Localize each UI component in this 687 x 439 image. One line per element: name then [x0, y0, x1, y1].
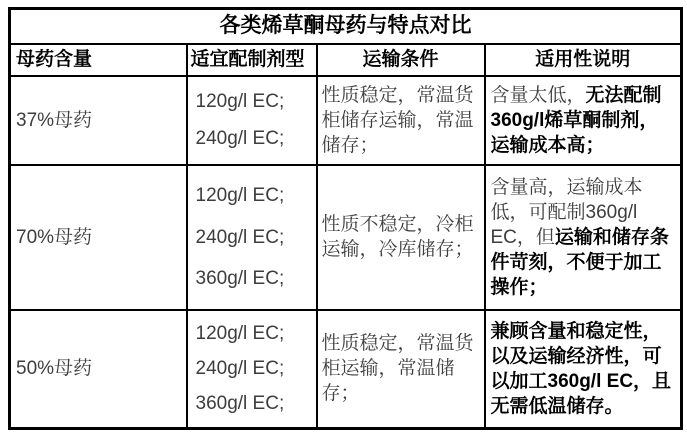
- formulation-item: 360g/l EC;: [195, 393, 285, 415]
- note-normal-text: 含量太低，: [490, 84, 586, 106]
- note-bold-text: 运输和储存条件苛刻，不便于加工操作；: [490, 226, 669, 298]
- cell-mother-content: 37%母药: [10, 76, 187, 165]
- formulation-item: 240g/l EC;: [195, 358, 285, 380]
- header-row: [10, 44, 682, 76]
- cell-formulations: [187, 76, 317, 165]
- cell-transport: 性质不稳定，冷柜运输，冷库储存；: [317, 165, 485, 310]
- cell-applicability: [485, 165, 682, 310]
- note-normal-text: 含量高，运输成本低，可配制360g/l EC，但: [490, 176, 643, 248]
- formulation-item: 120g/l EC;: [195, 185, 285, 206]
- table-row-70pct: [10, 165, 682, 310]
- title-row: [10, 9, 682, 44]
- cell-transport: 性质稳定，常温货柜运输，常温储存；: [317, 310, 485, 429]
- table-row-37pct: [10, 76, 682, 165]
- table-title: 各类烯草酮母药与特点对比: [10, 9, 682, 44]
- col-header-transport-conditions: 运输条件: [317, 44, 485, 76]
- formulation-stack: [188, 311, 316, 426]
- formulation-item: 240g/l EC;: [195, 226, 285, 248]
- col-header-formulation-type: 适宜配制剂型: [187, 44, 317, 76]
- cell-mother-content: 50%母药: [10, 310, 187, 429]
- note-bold-text: 无法配制360g/l烯草酮制剂，运输成本高；: [490, 84, 662, 156]
- comparison-table: [8, 7, 683, 430]
- col-header-applicability-notes: 适用性说明: [485, 44, 682, 76]
- formulation-stack: [188, 78, 316, 163]
- cell-formulations: [187, 165, 317, 310]
- table-row-50pct: [10, 310, 682, 429]
- cell-applicability: [485, 310, 682, 429]
- cell-mother-content: 70%母药: [10, 165, 187, 310]
- formulation-item: 120g/l EC;: [195, 91, 285, 113]
- cell-formulations: [187, 310, 317, 429]
- cell-applicability: [485, 76, 682, 165]
- formulation-item: 240g/l EC;: [195, 127, 285, 149]
- cell-transport: 性质稳定，常温货柜储存运输，常温储存；: [317, 76, 485, 165]
- formulation-item: 360g/l EC;: [195, 268, 285, 289]
- col-header-mother-content: 母药含量: [10, 44, 187, 76]
- note-bold-text: 兼顾含量和稳定性，以及运输经济性，可以加工360g/l EC，且无需低温储存。: [490, 320, 672, 417]
- formulation-stack: [188, 167, 316, 308]
- formulation-item: 120g/l EC;: [195, 323, 285, 345]
